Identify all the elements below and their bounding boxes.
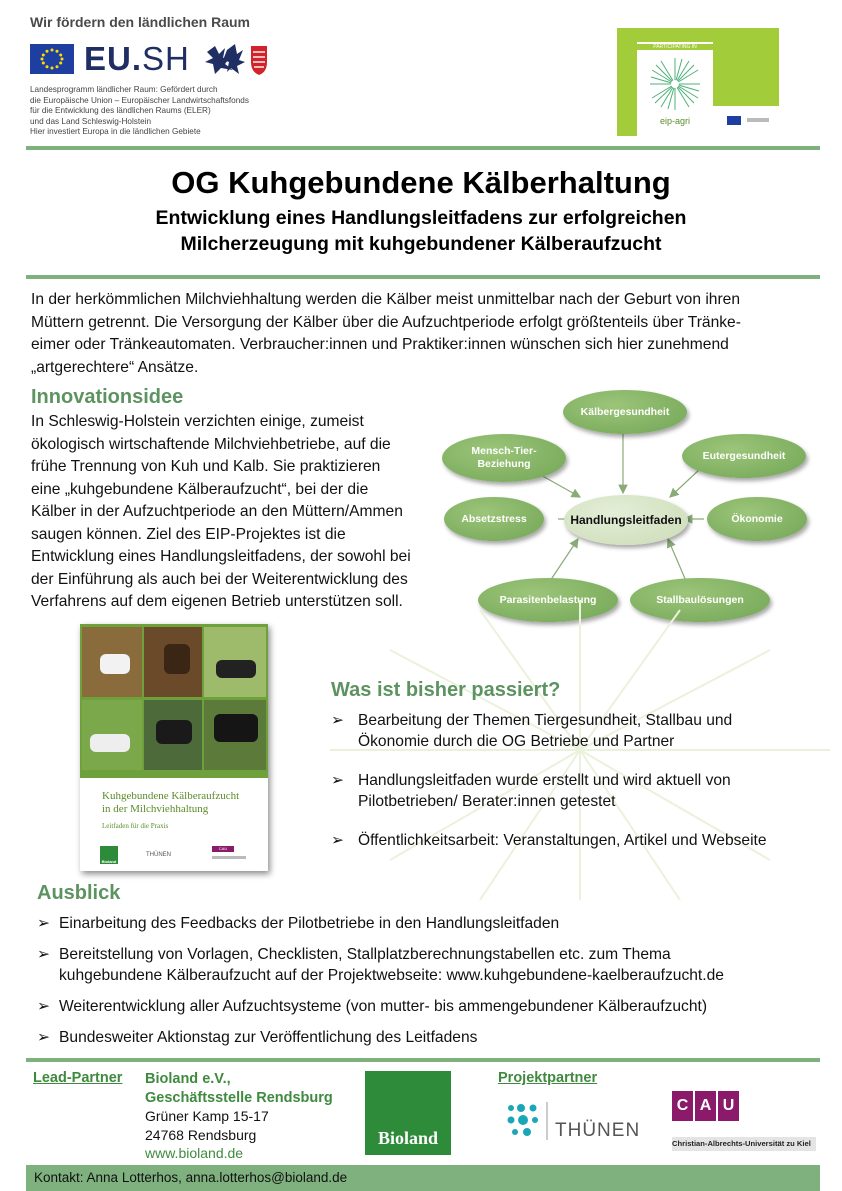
arrow-bullet-icon: ➢ (37, 998, 51, 1015)
brochure-thuenen-logo: THÜNEN (146, 852, 171, 858)
eip-logo-text: eip-agri (659, 116, 690, 126)
eu-flag-icon (30, 44, 74, 74)
outlook-heading: Ausblick (37, 882, 121, 904)
diagram-node-mensch-tier: Mensch-Tier- Beziehung (442, 434, 566, 482)
arrow-bullet-icon: ➢ (37, 1029, 51, 1046)
progress-heading: Was ist bisher passiert? (331, 679, 561, 701)
cau-logo: C A U Christian-Albrechts-Universität zu Kiel (672, 1091, 818, 1155)
brochure-cau-logo: CAU (212, 846, 248, 864)
outlook-item: ➢ Bundesweiter Aktionstag zur Veröffentlichung des Leitfadens (37, 1029, 478, 1046)
intro-paragraph: In der herkömmlichen Milchviehhaltung werden die Kälber meist unmittelbar nach der Geburt von ihren Müttern getrennt. Die Versorgung der Kälber über die Aufzuchtperiode erfolgt größtenteils über Tränke- eimer oder Tränkeautomaten. Verbraucher:innen und Praktiker:innen wünschen sich hier zunehmend „artgerechtere“ Ansätze. (31, 291, 741, 376)
lead-partner-name: Bioland e.V., Geschäftsstelle Rendsburg (145, 1071, 333, 1106)
brochure-bioland-logo: Bioland (100, 846, 118, 864)
arrow-bullet-icon: ➢ (331, 832, 345, 849)
eip-sunburst-icon (649, 56, 701, 112)
poster-title: OG Kuhgebundene Kälberhaltung (171, 165, 671, 200)
thuenen-wordmark: THÜNEN (555, 1120, 641, 1141)
brochure-title: Kuhgebundene Kälberaufzucht in der Milchviehhaltung (102, 790, 240, 815)
diagram-node-oekonomie: Ökonomie (707, 497, 807, 541)
diagram-node-absetzstress: Absetzstress (444, 497, 544, 541)
poster-subtitle: Entwicklung eines Handlungsleitfadens zur erfolgreichen Milcherzeugung mit kuhgebundener Kälberaufzucht (155, 207, 687, 255)
arrow-bullet-icon: ➢ (331, 772, 345, 789)
thuenen-dots-icon (505, 1100, 549, 1144)
outlook-list (37, 913, 817, 1048)
bioland-logo: Bioland (365, 1071, 451, 1155)
outlook-item: ➢ Weiterentwicklung aller Aufzuchtsysteme (von mutter- bis ammengebundener Kälberaufzucht) (37, 998, 708, 1015)
arrow-bullet-icon: ➢ (331, 712, 345, 729)
sh-coat-of-arms-icon (205, 42, 269, 81)
bioland-website-link[interactable]: www.bioland.de (145, 1145, 244, 1161)
diagram-node-handlungsleitfaden: Handlungsleitfaden (564, 495, 688, 545)
contact-text: Kontakt: Anna Lotterhos, anna.lotterhos@bioland.de (34, 1170, 348, 1185)
eush-logo: EU.SH (84, 40, 190, 77)
progress-item: ➢ Öffentlichkeitsarbeit: Veranstaltungen, Artikel und Webseite (331, 832, 767, 849)
arrow-bullet-icon: ➢ (37, 946, 51, 963)
lead-partner-address: Grüner Kamp 15-17 24768 Rendsburg www.bioland.de (145, 1108, 269, 1161)
footer-divider (26, 1058, 820, 1062)
eip-agri-badge (617, 28, 779, 136)
outlook-item: ➢ Bereitstellung von Vorlagen, Checklisten, Stallplatzberechnungstabellen etc. zum Thema kuhgebundene Kälberaufzucht auf der Projektwebseite: www.kuhgebundene-kaelberaufzucht.de (37, 946, 724, 984)
funding-notice: Landesprogramm ländlicher Raum: Gefördert durch die Europäische Union – Europäischer Landwirtschaftsfonds für die Entwicklung des ländlichen Raums (ELER) und das Land Schleswig-Holstein Hier investiert Europa in die ländlichen Gebiete (30, 85, 249, 137)
thuenen-logo (505, 1100, 641, 1149)
diagram-node-stallbauloesungen: Stallbaulösungen (630, 578, 770, 622)
diagram-node-parasitenbelastung: Parasitenbelastung (478, 578, 618, 622)
brochure-photo-grid (80, 624, 268, 774)
contact-bar (26, 1165, 820, 1191)
eip-funding-strip (713, 106, 779, 136)
outlook-item: ➢ Einarbeitung des Feedbacks der Pilotbetriebe in den Handlungsleitfaden (37, 915, 560, 932)
innovation-heading: Innovationsidee (31, 386, 184, 408)
brochure-subtitle: Leitfaden für die Praxis (102, 822, 169, 830)
progress-list (331, 710, 811, 851)
cau-name: Christian-Albrechts-Universität zu Kiel (672, 1137, 816, 1151)
innovation-paragraph: In Schleswig-Holstein verzichten einige, zumeist ökologisch wirtschaftende Milchviehbetriebe, auf die frühe Trennung von Kuh und Kalb. Sie praktizieren eine „kuhgebundene Kälberaufzucht“, bei der die Kälber in der Aufzuchtperiode an den Müttern/Ammen saugen können. Ziel des EIP-Projektes ist die Entwicklung eines Handlungsleitfadens, der sowohl bei der Einführung als auch bei der Weiterentwicklung des Verfahrens auf dem eigenen Betrieb unterstützen soll. (31, 413, 411, 610)
progress-item: ➢ Handlungsleitfaden wurde erstellt und wird aktuell von Pilotbetrieben/ Berater:innen getestet (331, 772, 731, 810)
title-divider (26, 275, 820, 279)
eip-participating-label: PARTICIPATING IN (637, 44, 713, 50)
brochure-cover-image (80, 624, 268, 871)
header-tagline: Wir fördern den ländlichen Raum (30, 14, 251, 30)
progress-item: ➢ Bearbeitung der Themen Tiergesundheit, Stallbau und Ökonomie durch die OG Betriebe und Partner (331, 712, 733, 750)
lead-partner-label: Lead-Partner (33, 1070, 123, 1086)
arrow-bullet-icon: ➢ (37, 915, 51, 932)
header-divider (26, 146, 820, 150)
project-partner-label: Projektpartner (498, 1070, 598, 1086)
diagram-node-eutergesundheit: Eutergesundheit (682, 434, 806, 478)
diagram-node-kaelbergesundheit: Kälbergesundheit (563, 390, 687, 434)
